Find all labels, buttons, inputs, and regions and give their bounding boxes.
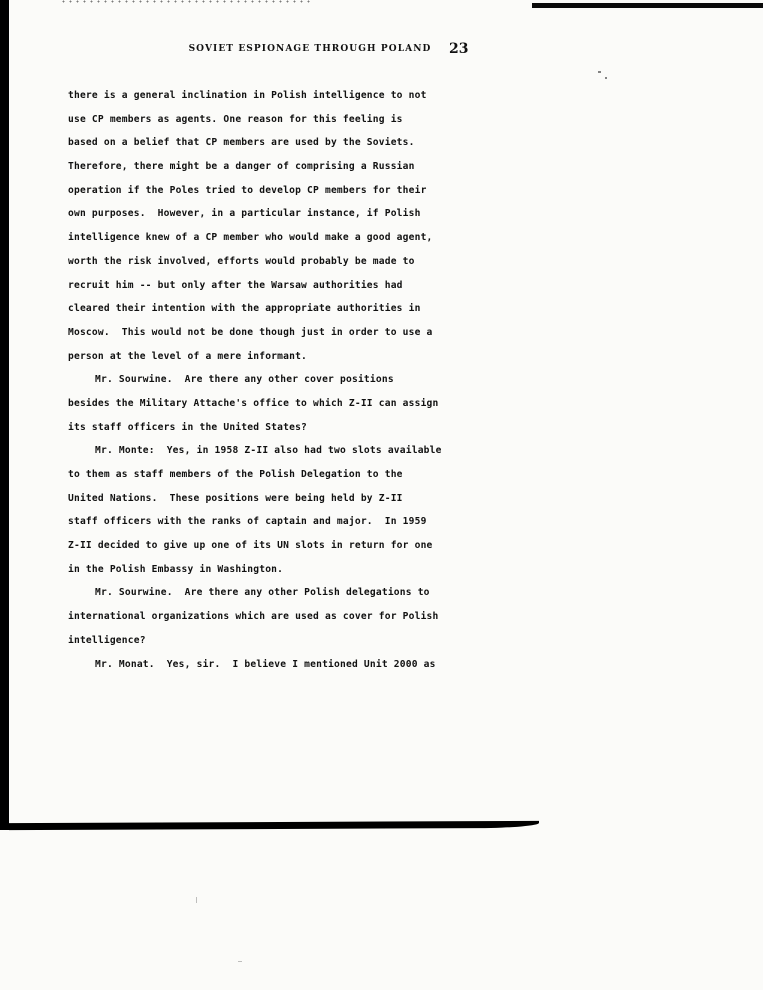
text-line: person at the level of a mere informant. <box>68 350 308 362</box>
scan-speck <box>598 71 601 73</box>
text-line: Mr. Sourwine. Are there any other cover positions <box>95 374 394 386</box>
page-number: 23 <box>449 41 469 57</box>
text-line: worth the risk involved, efforts would probably be made to <box>68 255 415 267</box>
text-line: Z-II decided to give up one of its UN slots in return for one <box>68 540 433 552</box>
text-line: Mr. Monte: Yes, in 1958 Z-II also had two slots available <box>95 445 442 457</box>
text-line: intelligence? <box>68 634 146 646</box>
text-line: Moscow. This would not be done though just in order to use a <box>68 326 433 338</box>
text-line: United Nations. These positions were being held by Z-II <box>68 492 403 504</box>
scan-speck <box>196 897 197 903</box>
scan-edge-top <box>532 3 763 8</box>
text-line: own purposes. However, in a particular instance, if Polish <box>68 208 421 220</box>
text-line: to them as staff members of the Polish Delegation to the <box>68 469 403 480</box>
text-line: there is a general inclination in Polish intelligence to not <box>68 90 427 101</box>
text-line: staff officers with the ranks of captain and major. In 1959 <box>68 516 427 528</box>
text-line: use CP members as agents. One reason for this feeling is <box>68 113 403 125</box>
text-line: based on a belief that CP members are used by the Soviets. <box>68 137 415 149</box>
text-line: intelligence knew of a CP member who would make a good agent, <box>68 232 433 244</box>
text-line: besides the Military Attache's office to which Z-II can assign <box>68 397 439 409</box>
text-line: in the Polish Embassy in Washington. <box>68 563 284 575</box>
text-line: Mr. Monat. Yes, sir. I believe I mentioned Unit 2000 as <box>95 658 436 670</box>
scan-artifact-dots <box>60 0 310 3</box>
text-line: Mr. Sourwine. Are there any other Polish delegations to <box>95 587 430 599</box>
body-text <box>68 84 468 676</box>
text-line: its staff officers in the United States? <box>68 421 308 433</box>
text-line: international organizations which are used as cover for Polish <box>68 611 439 623</box>
scan-edge-left <box>0 0 9 830</box>
scan-speck <box>605 77 607 79</box>
text-line: cleared their intention with the appropriate authorities in <box>68 303 421 315</box>
scan-bottom-rule <box>9 821 539 830</box>
text-line: operation if the Poles tried to develop CP members for their <box>68 184 427 196</box>
text-line: recruit him -- but only after the Warsaw authorities had <box>68 279 403 291</box>
running-header: SOVIET ESPIONAGE THROUGH POLAND <box>188 44 432 54</box>
text-line: Therefore, there might be a danger of comprising a Russian <box>68 161 415 173</box>
scan-speck <box>238 961 242 962</box>
